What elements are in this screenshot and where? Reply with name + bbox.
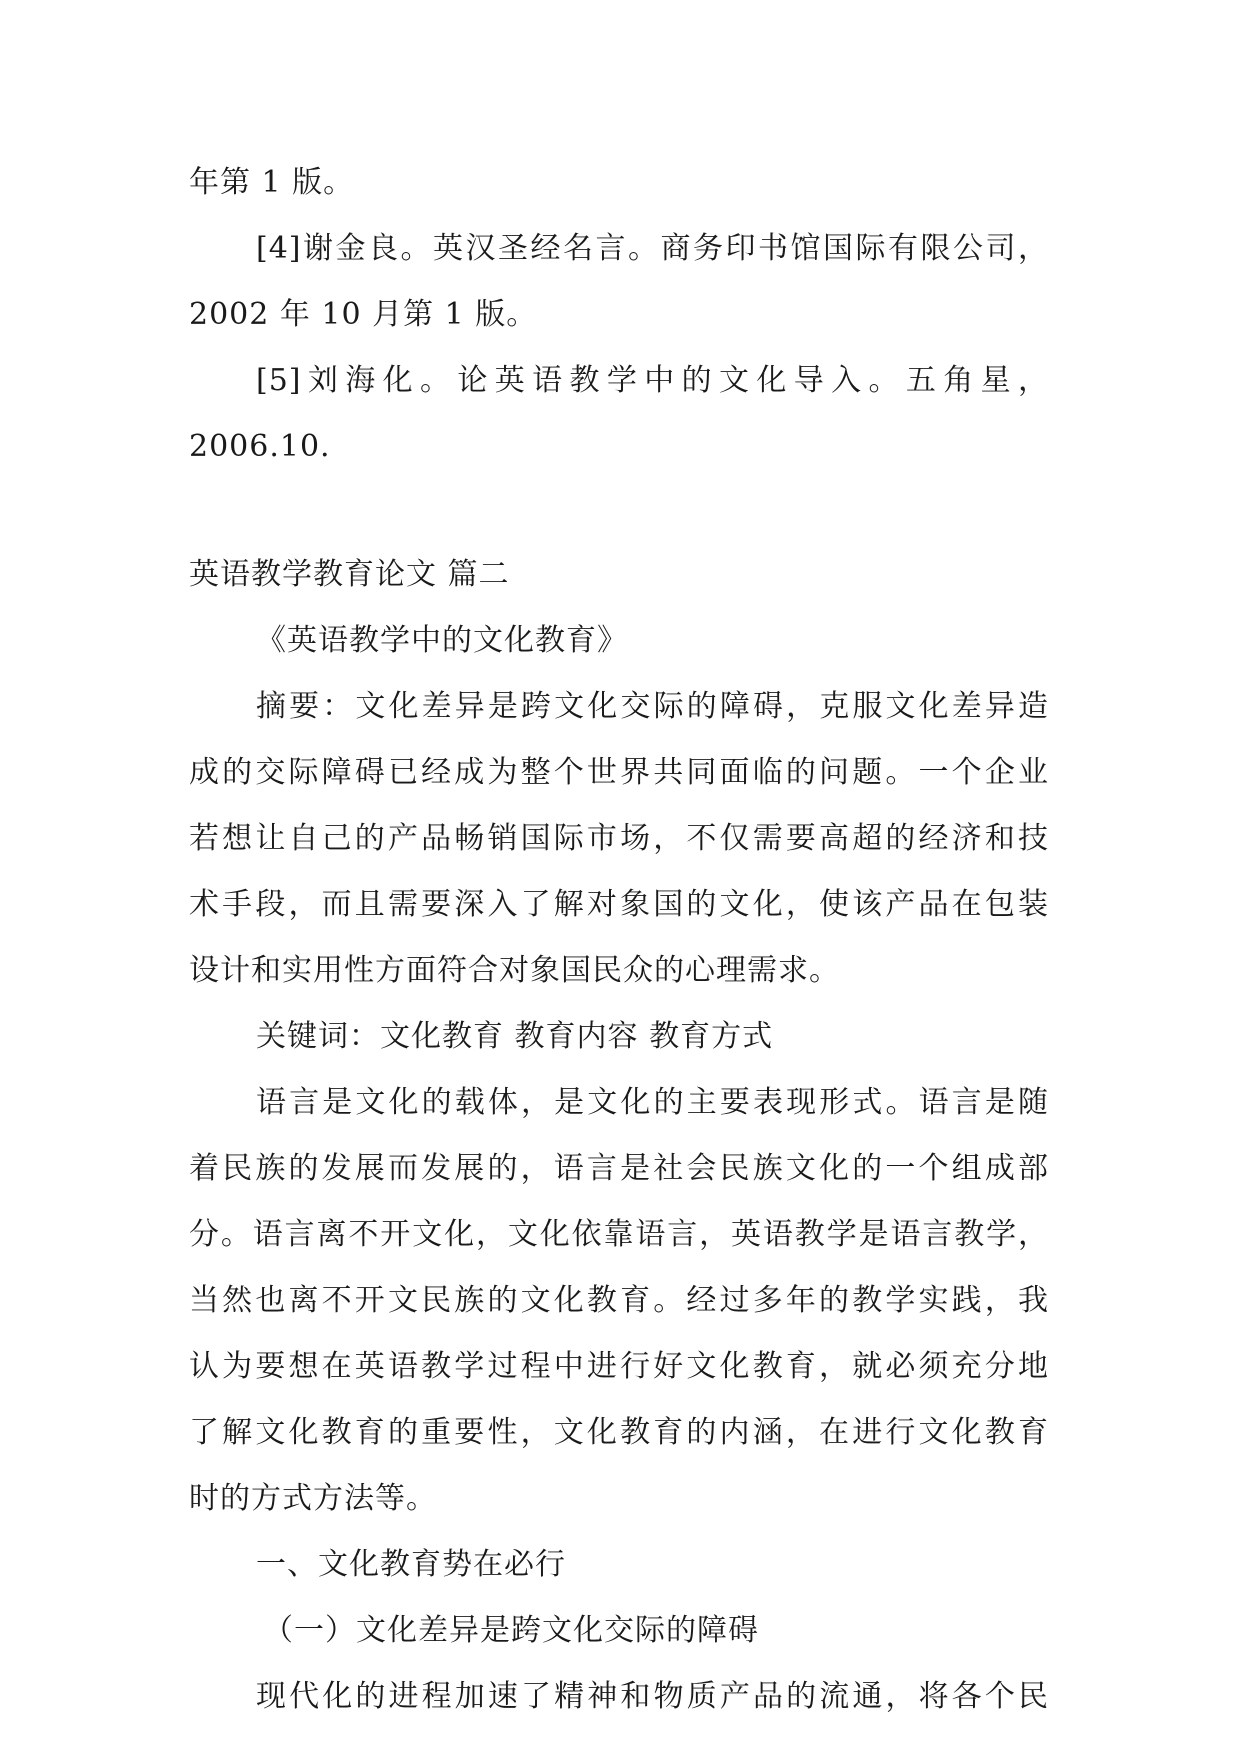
reference-5-line-2: 2006.10.	[189, 429, 331, 464]
intro-line: 时的方式方法等。	[189, 1481, 437, 1516]
intro-line: 语言是文化的载体，是文化的主要表现形式。语言是随	[256, 1085, 1049, 1120]
reference-4-line-2: 2002 年 10 月第 1 版。	[189, 297, 538, 332]
keywords: 关键词：文化教育 教育内容 教育方式	[256, 1019, 774, 1054]
body-line: 现代化的进程加速了精神和物质产品的流通，将各个民	[256, 1679, 1049, 1714]
document-page	[189, 150, 1049, 1730]
section-gap	[189, 480, 1049, 546]
intro-line: 分。语言离不开文化，文化依靠语言，英语教学是语言教学，	[189, 1217, 1049, 1252]
article-title: 《英语教学中的文化教育》	[256, 623, 628, 658]
intro-line: 着民族的发展而发展的，语言是社会民族文化的一个组成部	[189, 1151, 1049, 1186]
abstract-line: 成的交际障碍已经成为整个世界共同面临的问题。一个企业	[189, 755, 1049, 790]
intro-line: 认为要想在英语教学过程中进行好文化教育，就必须充分地	[189, 1349, 1049, 1384]
abstract-line: 若想让自己的产品畅销国际市场，不仅需要高超的经济和技	[189, 821, 1049, 856]
intro-line: 当然也离不开文民族的文化教育。经过多年的教学实践，我	[189, 1283, 1049, 1318]
reference-5-line-1: [5]刘海化。论英语教学中的文化导入。五角星，	[256, 363, 1049, 398]
reference-3-continuation: 年第 1 版。	[189, 165, 355, 200]
abstract-line: 术手段，而且需要深入了解对象国的文化，使该产品在包装	[189, 887, 1049, 922]
subheading-1: （一）文化差异是跨文化交际的障碍	[263, 1613, 759, 1648]
intro-line: 了解文化教育的重要性，文化教育的内涵，在进行文化教育	[189, 1415, 1049, 1450]
heading-1: 一、文化教育势在必行	[256, 1547, 566, 1582]
abstract-line: 设计和实用性方面符合对象国民众的心理需求。	[189, 953, 840, 988]
abstract-line: 摘要：文化差异是跨文化交际的障碍，克服文化差异造	[256, 689, 1049, 724]
reference-4-line-1: [4]谢金良。英汉圣经名言。商务印书馆国际有限公司，	[256, 231, 1049, 266]
section-heading: 英语教学教育论文 篇二	[189, 557, 510, 592]
